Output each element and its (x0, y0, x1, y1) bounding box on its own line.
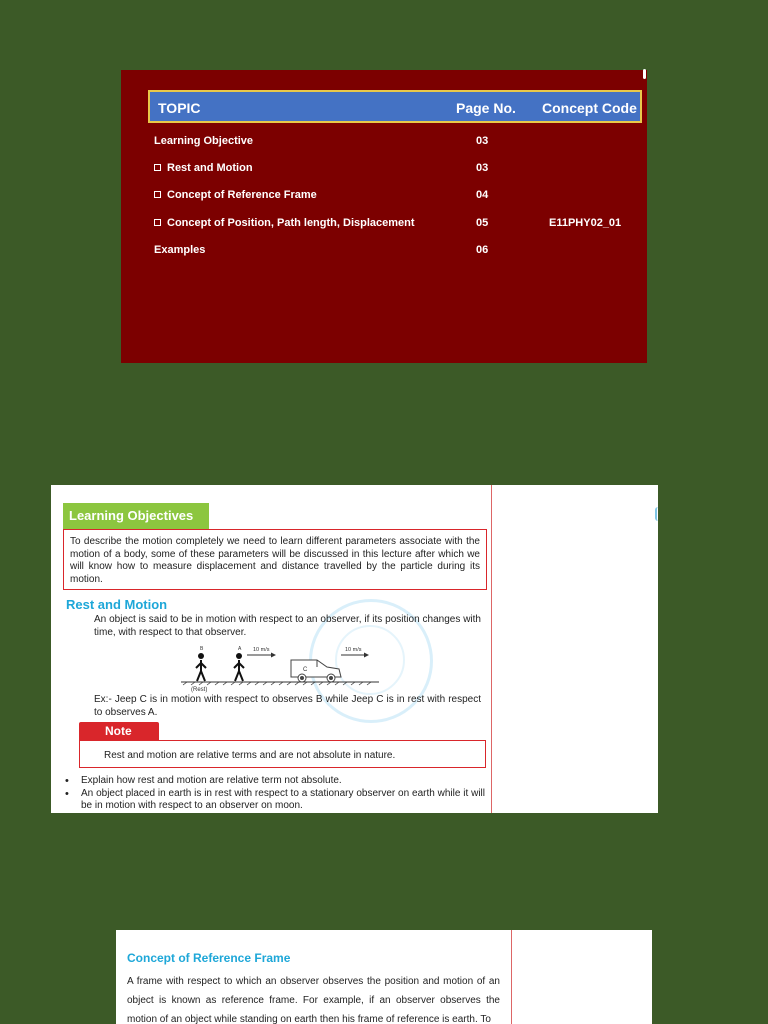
toc-topic-label: Concept of Position, Path length, Displacement (167, 217, 415, 229)
toc-row (121, 135, 647, 151)
reference-frame-slide (116, 930, 652, 1024)
bullet-list (65, 775, 485, 813)
speed-label: 10 m/s (345, 647, 362, 653)
observer-a-figure (234, 653, 244, 681)
toc-topic (154, 217, 415, 229)
toc-topic: Examples (154, 244, 206, 256)
toc-topic-label: Concept of Reference Frame (167, 189, 317, 201)
page-margin-line (511, 930, 512, 1024)
learning-objectives-text: To describe the motion completely we need to learn different parameters associate with the motion of a body, some of these parameters will be discussed in this lecture after which we will know how to measure displacement and distance travelled by the particle during its motion. (63, 529, 487, 590)
arrow-head-icon (364, 653, 369, 658)
observer-b-figure (196, 653, 206, 681)
observer-a-label: A (238, 646, 242, 652)
toc-header-row (148, 90, 642, 123)
rest-and-motion-title: Rest and Motion (66, 597, 168, 612)
jeep-c-figure (291, 660, 341, 682)
learning-objectives-slide (51, 485, 658, 813)
learning-objectives-badge: Learning Objectives (63, 503, 209, 529)
page-margin-line (491, 485, 492, 813)
toc-row (121, 189, 647, 205)
toc-row (121, 217, 647, 233)
reference-frame-title: Concept of Reference Frame (127, 951, 291, 965)
list-item: • Explain how rest and motion are relative term not absolute. (65, 775, 485, 787)
toc-header-page: Page No. (456, 100, 516, 116)
toc-row (121, 244, 647, 260)
toc-slide (121, 70, 647, 363)
toc-page: 06 (476, 244, 489, 256)
speed-label: 10 m/s (253, 647, 270, 653)
side-arc-mark (655, 507, 658, 521)
jeep-c-label: C (303, 667, 308, 673)
slide-corner-mark (643, 69, 646, 79)
toc-page: 05 (476, 217, 489, 229)
observer-b-label: B (200, 646, 204, 652)
toc-row (121, 162, 647, 178)
note-badge: Note (79, 722, 159, 740)
note-text: Rest and motion are relative terms and are not absolute in nature. (79, 740, 486, 768)
toc-page: 03 (476, 162, 489, 174)
toc-topic: Learning Objective (154, 135, 254, 147)
checkbox-icon (154, 219, 161, 226)
toc-code: E11PHY02_01 (549, 217, 622, 229)
toc-header-topic: TOPIC (158, 100, 201, 116)
toc-page: 04 (476, 189, 489, 201)
toc-topic (154, 162, 253, 174)
toc-topic (154, 189, 317, 201)
arrow-head-icon (271, 653, 276, 658)
checkbox-icon (154, 191, 161, 198)
motion-illustration (181, 641, 381, 693)
checkbox-icon (154, 164, 161, 171)
toc-header-code: Concept Code (542, 100, 637, 116)
rest-label: (Rest) (191, 687, 208, 693)
toc-page: 03 (476, 135, 489, 147)
example-text: Ex:- Jeep C is in motion with respect to observes B while Jeep C is in rest with respect to observes A. (94, 694, 481, 718)
list-item: • An object placed in earth is in rest with respect to a stationary observer on earth while it will be in motion with respect to an observer on moon. (65, 788, 485, 812)
toc-topic-label: Rest and Motion (167, 162, 253, 174)
rest-and-motion-definition: An object is said to be in motion with respect to an observer, if its position changes with time, with respect to that observer. (94, 614, 481, 638)
reference-frame-text: A frame with respect to which an observer observes the position and motion of an object is known as reference frame. For example, if an observer observes the motion of an object while standing on earth then his frame of reference is earth. To (127, 976, 500, 1024)
